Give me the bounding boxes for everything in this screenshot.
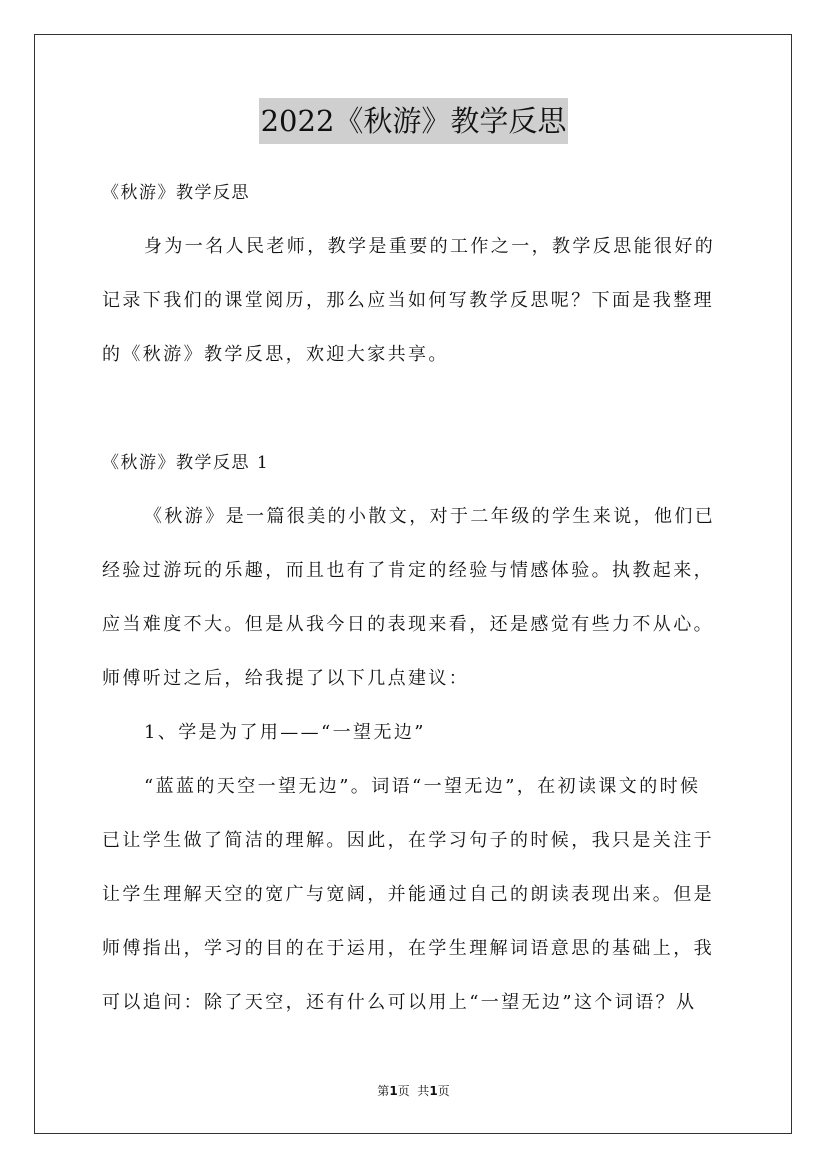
body-line-9: 师傅指出，学习的目的在于运用，在学生理解词语意思的基础上，我 [102, 938, 714, 959]
intro-line-1: 身为一名人民老师，教学是重要的工作之一，教学反思能很好的 [144, 236, 716, 257]
body-line-1: 《秋游》是一篇很美的小散文，对于二年级的学生来说，他们已 [144, 506, 716, 527]
intro-line-3: 的《秋游》教学反思，欢迎大家共享。 [102, 344, 449, 365]
page-footer [0, 1083, 827, 1099]
body-line-5: 1、学是为了用——“一望无边” [144, 722, 426, 743]
footer-page-total: 1 [429, 1084, 438, 1098]
footer-page-mid: 页 共 [397, 1084, 430, 1098]
intro-line-2: 记录下我们的课堂阅历，那么应当如何写教学反思呢？下面是我整理 [102, 290, 714, 311]
document-title [0, 98, 827, 149]
footer-page-prefix: 第 [377, 1084, 390, 1098]
document-subtitle: 《秋游》教学反思 [102, 183, 250, 203]
footer-page-current: 1 [389, 1084, 398, 1098]
body-line-4: 师傅听过之后，给我提了以下几点建议： [102, 668, 470, 689]
body-line-8: 让学生理解天空的宽广与宽阔，并能通过自己的朗读表现出来。但是 [102, 884, 714, 905]
section-heading: 《秋游》教学反思 1 [102, 453, 270, 473]
body-line-3: 应当难度不大。但是从我今日的表现来看，还是感觉有些力不从心。 [102, 614, 714, 635]
body-line-6: “蓝蓝的天空一望无边”。词语“一望无边”，在初读课文的时候 [144, 776, 701, 797]
body-line-10: 可以追问：除了天空，还有什么可以用上“一望无边”这个词语？从 [102, 992, 697, 1013]
body-line-2: 经验过游玩的乐趣，而且也有了肯定的经验与情感体验。执教起来， [102, 560, 714, 581]
body-line-7: 已让学生做了简洁的理解。因此，在学习句子的时候，我只是关注于 [102, 830, 714, 851]
document-title-text: 2022《秋游》教学反思 [259, 98, 569, 144]
footer-page-suffix: 页 [437, 1084, 450, 1098]
